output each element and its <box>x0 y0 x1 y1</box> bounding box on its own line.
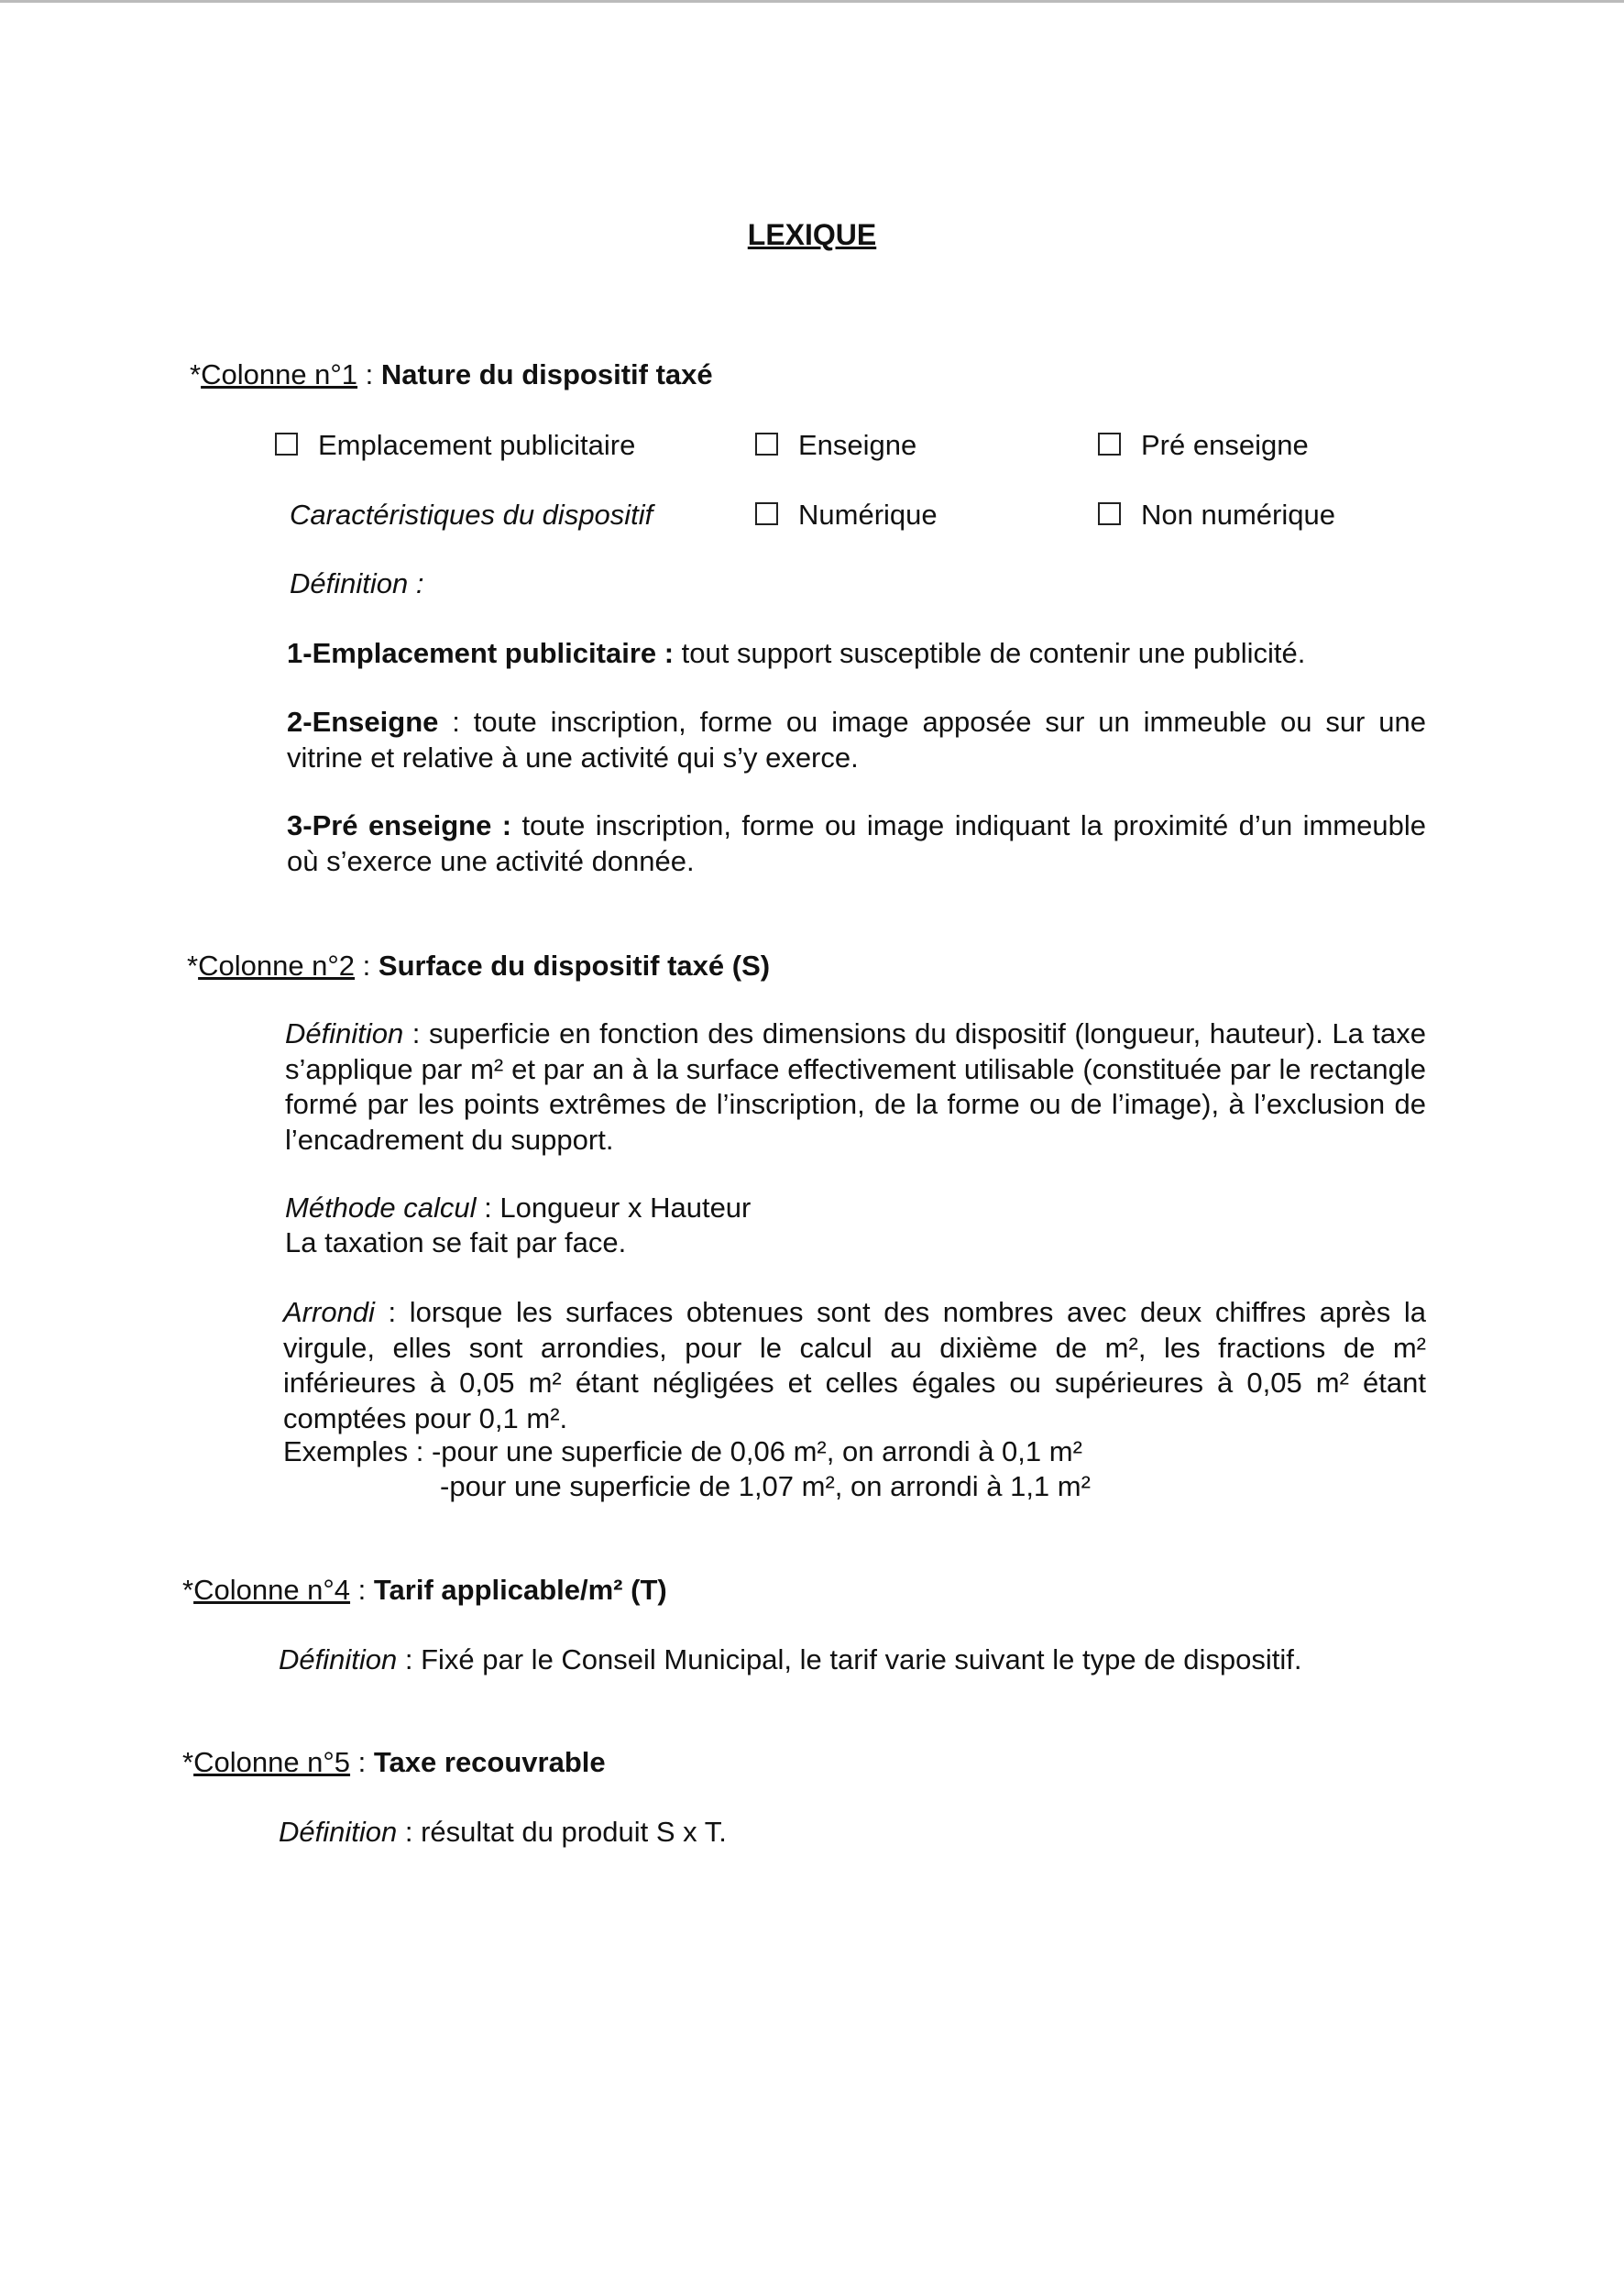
col2-example-1 <box>283 1434 1082 1469</box>
characteristics-label: Caractéristiques du dispositif <box>290 499 653 531</box>
col4-heading-line <box>182 1573 667 1608</box>
col5-definition <box>279 1815 727 1850</box>
scan-edge-line <box>0 0 1624 3</box>
option-non-numerique[interactable] <box>1098 498 1335 533</box>
option-enseigne[interactable] <box>755 428 916 463</box>
option-label: Non numérique <box>1141 499 1335 531</box>
definition-text: : résultat du produit S x T. <box>397 1816 727 1848</box>
col2-heading-line <box>187 949 770 983</box>
col5-label: Colonne n°5 <box>193 1746 351 1778</box>
checkbox-icon[interactable] <box>755 502 778 525</box>
asterisk: * <box>182 1746 194 1778</box>
definition-text: toute inscription, forme ou image indiquant la proximité d’un immeuble où s’exerce une activité donnée. <box>287 809 1426 877</box>
page-title: LEXIQUE <box>747 218 877 251</box>
definition-term: 1-Emplacement publicitaire : <box>287 637 675 669</box>
col4-label: Colonne n°4 <box>193 1574 351 1606</box>
option-label: Numérique <box>798 499 938 531</box>
definition-text: : toute inscription, forme ou image apposée sur un immeuble ou sur une vitrine et relative à une activité qui s’y exerce. <box>287 706 1426 774</box>
definition-label: Définition <box>285 1017 404 1049</box>
method-text: : Longueur x Hauteur <box>476 1192 752 1224</box>
option-numerique[interactable] <box>755 498 938 533</box>
definition-enseigne <box>287 705 1426 775</box>
example-text: -pour une superficie de 0,06 m², on arrondi à 0,1 m² <box>431 1435 1082 1467</box>
option-emplacement[interactable] <box>275 428 635 463</box>
col2-example-2: -pour une superficie de 1,07 m², on arrondi à 1,1 m² <box>440 1470 1091 1502</box>
rounding-label: Arrondi <box>283 1296 375 1328</box>
definition-emplacement <box>287 636 1426 672</box>
col4-definition <box>279 1642 1302 1677</box>
asterisk: * <box>182 1574 194 1606</box>
col2-label: Colonne n°2 <box>198 950 356 982</box>
definition-term: 3-Pré enseigne : <box>287 809 512 841</box>
examples-label: Exemples : <box>283 1435 424 1467</box>
checkbox-icon[interactable] <box>1098 433 1121 456</box>
col4-heading: Tarif applicable/m² (T) <box>373 1574 667 1606</box>
col2-rounding <box>283 1295 1426 1436</box>
col1-label: Colonne n°1 <box>201 358 358 390</box>
col5-heading-line <box>182 1745 606 1780</box>
definition-text: : Fixé par le Conseil Municipal, le tarif varie suivant le type de dispositif. <box>397 1643 1302 1675</box>
asterisk: * <box>187 950 199 982</box>
asterisk: * <box>190 358 202 390</box>
definition-label: Définition <box>279 1816 398 1848</box>
definition-label: Définition : <box>290 567 424 599</box>
col5-heading: Taxe recouvrable <box>373 1746 606 1778</box>
checkbox-icon[interactable] <box>275 433 298 456</box>
separator: : <box>350 1574 374 1606</box>
separator: : <box>357 358 381 390</box>
col2-definition <box>285 1016 1426 1158</box>
col1-heading-line <box>190 357 713 392</box>
definition-text: tout support susceptible de contenir une publicité. <box>674 637 1306 669</box>
option-label: Emplacement publicitaire <box>318 429 636 461</box>
col2-method <box>285 1191 751 1225</box>
rounding-text: : lorsque les surfaces obtenues sont des nombres avec deux chiffres après la virgule, elles sont arrondies, pour le calcul au dixième de m², les fractions de m² inférieures à 0,05 m² étant négligées et celles égales ou supérieures à 0,05 m² étant comptées pour 0,1 m². <box>283 1296 1426 1434</box>
definition-term: 2-Enseigne <box>287 706 439 738</box>
option-label: Pré enseigne <box>1141 429 1309 461</box>
col1-heading: Nature du dispositif taxé <box>380 358 713 390</box>
col2-heading: Surface du dispositif taxé (S) <box>378 950 771 982</box>
method-label: Méthode calcul <box>285 1192 477 1224</box>
definition-pre-enseigne <box>287 808 1426 879</box>
col2-method-note: La taxation se fait par face. <box>285 1226 627 1258</box>
option-pre-enseigne[interactable] <box>1098 428 1309 463</box>
definition-text: : superficie en fonction des dimensions du dispositif (longueur, hauteur). La taxe s’applique par m² et par an à la surface effectivement utilisable (constituée par le rectangle formé par les points extrêmes de l’inscription, de la forme ou de l’image), à l’exclusion de l’encadrement du support. <box>285 1017 1426 1156</box>
definition-label: Définition <box>279 1643 398 1675</box>
separator: : <box>350 1746 374 1778</box>
checkbox-icon[interactable] <box>1098 502 1121 525</box>
option-label: Enseigne <box>798 429 917 461</box>
separator: : <box>355 950 379 982</box>
checkbox-icon[interactable] <box>755 433 778 456</box>
